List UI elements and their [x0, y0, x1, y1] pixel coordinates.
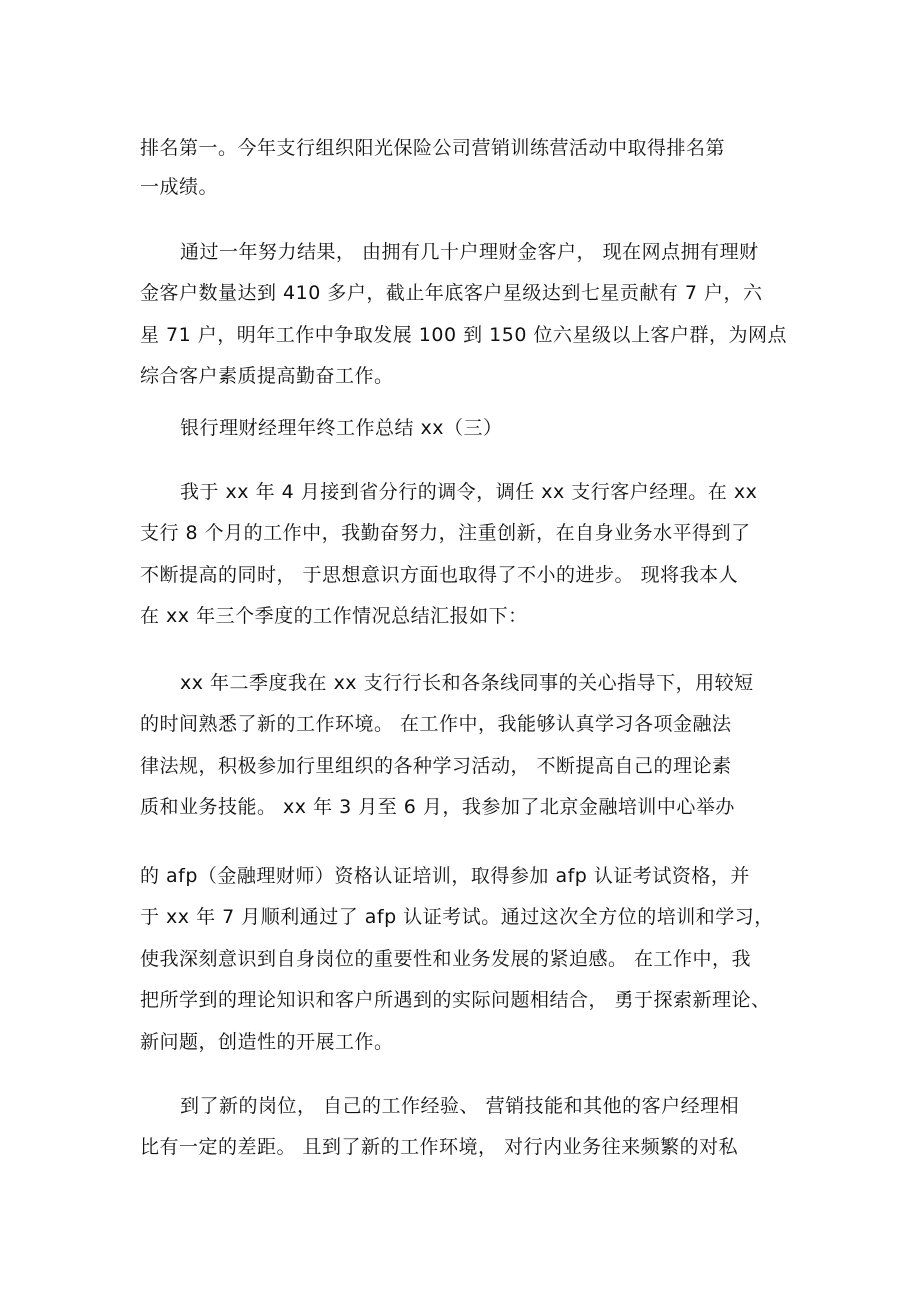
- text-line: 使我深刻意识到自身岗位的重要性和业务发展的紧迫感。 在工作中，我: [140, 948, 752, 970]
- text-line: 通过一年努力结果， 由拥有几十户理财金客户， 现在网点拥有理财: [180, 241, 759, 263]
- text-line: 星 71 户，明年工作中争取发展 100 到 150 位六星级以上客户群，为网点: [140, 324, 787, 346]
- text-line: 排名第一。今年支行组织阳光保险公司营销训练营活动中取得排名第: [140, 137, 726, 159]
- text-line: 的 afp（金融理财师）资格认证培训，取得参加 afp 认证考试资格，并: [140, 865, 750, 887]
- text-line: 综合客户素质提高勤奋工作。: [140, 365, 394, 387]
- text-line: 支行 8 个月的工作中，我勤奋努力，注重创新，在自身业务水平得到了: [140, 522, 751, 544]
- text-line: 的时间熟悉了新的工作环境。 在工作中，我能够认真学习各项金融法: [140, 713, 732, 735]
- text-line: 我于 xx 年 4 月接到省分行的调令，调任 xx 支行客户经理。在 xx: [180, 481, 758, 503]
- text-line: 比有一定的差距。 且到了新的工作环境， 对行内业务往来频繁的对私: [140, 1136, 739, 1158]
- text-line: 不断提高的同时， 于思想意识方面也取得了不小的进步。 现将我本人: [140, 564, 739, 586]
- text-line: xx 年二季度我在 xx 支行行长和各条线同事的关心指导下，用较短: [180, 672, 754, 694]
- text-line: 一成绩。: [140, 176, 219, 198]
- text-line: 新问题，创造性的开展工作。: [140, 1031, 394, 1053]
- section-heading: 银行理财经理年终工作总结 xx（三）: [180, 417, 503, 439]
- text-line: 到了新的岗位， 自己的工作经验、 营销技能和其他的客户经理相: [180, 1095, 740, 1117]
- text-line: 把所学到的理论知识和客户所遇到的实际问题相结合， 勇于探索新理论、: [140, 989, 771, 1011]
- text-line: 于 xx 年 7 月顺利通过了 afp 认证考试。通过这次全方位的培训和学习，: [140, 906, 774, 928]
- text-line: 律法规，积极参加行里组织的各种学习活动， 不断提高自己的理论素: [140, 755, 732, 777]
- text-line: 在 xx 年三个季度的工作情况总结汇报如下：: [140, 605, 528, 627]
- text-line: 金客户数量达到 410 多户，截止年底客户星级达到七星贡献有 7 户，六: [140, 282, 763, 304]
- text-line: 质和业务技能。 xx 年 3 月至 6 月，我参加了北京金融培训中心举办: [140, 796, 735, 818]
